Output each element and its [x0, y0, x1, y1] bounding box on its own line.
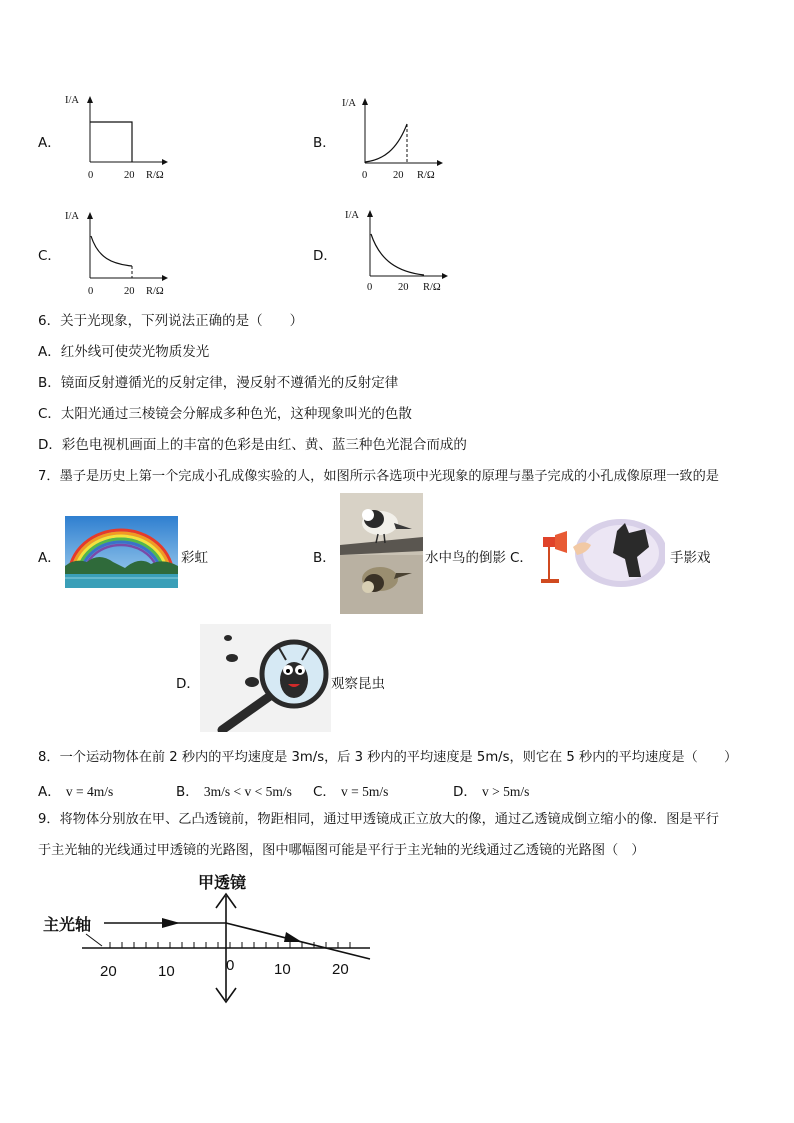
tick-label: 10 [158, 963, 175, 980]
tick-0: 0 [88, 170, 94, 181]
option-caption: 观察昆虫 [331, 676, 385, 692]
option-letter: A． [38, 550, 61, 566]
tick-label: 10 [274, 961, 291, 978]
option-c[interactable]: C．太阳光通过三棱镜会分解成多种色光，这种现象叫光的色散 [38, 406, 412, 422]
tick-20: 20 [398, 282, 409, 293]
question-stem: 6．关于光现象，下列说法正确的是（ ） [38, 313, 304, 329]
bird-reflection-image[interactable] [340, 493, 423, 614]
y-axis-label: I/A [65, 95, 79, 106]
graph-d [340, 206, 460, 301]
y-axis-label: I/A [342, 98, 356, 109]
option-b[interactable] [176, 780, 292, 800]
tick-0: 0 [88, 286, 94, 297]
option-expr: v = 4m/s [65, 784, 114, 799]
option-letter: A． [38, 135, 61, 151]
question-stem: 7．墨子是历史上第一个完成小孔成像实验的人，如图所示各选项中光现象的原理与墨子完成的小孔成像原理一致的是 [38, 469, 719, 484]
tick-20: 20 [124, 286, 135, 297]
option-letter: D． [313, 248, 337, 264]
tick-label: 20 [100, 963, 117, 980]
option-letter: D． [453, 784, 477, 800]
option-letter: C． [313, 784, 336, 800]
x-axis-label: R/Ω [146, 170, 164, 181]
question-stem-line2: 于主光轴的光线通过甲透镜的光路图，图中哪幅图可能是平行于主光轴的光线通过乙透镜的光路图（ ） [38, 843, 645, 858]
option-letter: B． [176, 784, 199, 800]
tick-0: 0 [362, 170, 368, 181]
y-axis-label: I/A [65, 211, 79, 222]
rainbow-image[interactable] [65, 516, 178, 588]
option-d[interactable] [453, 780, 529, 800]
question-stem-line1: 9．将物体分别放在甲、乙凸透镜前，物距相同，通过甲透镜成正立放大的像，通过乙透镜成倒立缩小的像．图是平行 [38, 812, 719, 827]
option-expr: 3m/s < v < 5m/s [203, 784, 292, 799]
option-expr: v = 5m/s [341, 784, 389, 799]
option-caption: 手影戏 [670, 550, 711, 566]
question-stem: 8．一个运动物体在前 2 秒内的平均速度是 3m/s，后 3 秒内的平均速度是 5m/s，则它在 5 秒内的平均速度是（ ） [38, 750, 738, 765]
option-letter: B． [313, 135, 336, 151]
option-letter: C． [510, 550, 533, 566]
graph-a [60, 90, 180, 185]
tick-20: 20 [124, 170, 135, 181]
option-caption: 彩虹 [181, 550, 208, 566]
option-letter: D． [176, 676, 200, 692]
lens-label: 甲透镜 [198, 875, 247, 892]
option-letter: A． [38, 784, 61, 800]
option-a[interactable] [38, 780, 113, 800]
tick-label: 20 [332, 961, 349, 978]
x-axis-label: R/Ω [146, 286, 164, 297]
tick-0: 0 [367, 282, 373, 293]
tick-label: 0 [226, 957, 235, 974]
magnifier-insect-image[interactable] [200, 624, 331, 732]
graph-c [60, 206, 180, 301]
y-axis-label: I/A [345, 210, 359, 221]
option-expr: v > 5m/s [482, 784, 530, 799]
option-a[interactable]: A．红外线可使荧光物质发光 [38, 344, 210, 360]
hand-shadow-image[interactable] [537, 517, 665, 589]
lens-ray-diagram [40, 868, 380, 1008]
option-b[interactable]: B．镜面反射遵循光的反射定律，漫反射不遵循光的反射定律 [38, 375, 399, 391]
x-axis-label: R/Ω [423, 282, 441, 293]
option-letter: C． [38, 248, 61, 264]
option-c[interactable] [313, 780, 388, 800]
tick-20: 20 [393, 170, 404, 181]
option-caption: 水中鸟的倒影 [425, 550, 506, 566]
graph-b [335, 94, 455, 189]
x-axis-label: R/Ω [417, 170, 435, 181]
option-letter: B． [313, 550, 336, 566]
axis-label: 主光轴 [43, 917, 92, 934]
option-d[interactable]: D．彩色电视机画面上的丰富的色彩是由红、黄、蓝三种色光混合而成的 [38, 437, 467, 453]
